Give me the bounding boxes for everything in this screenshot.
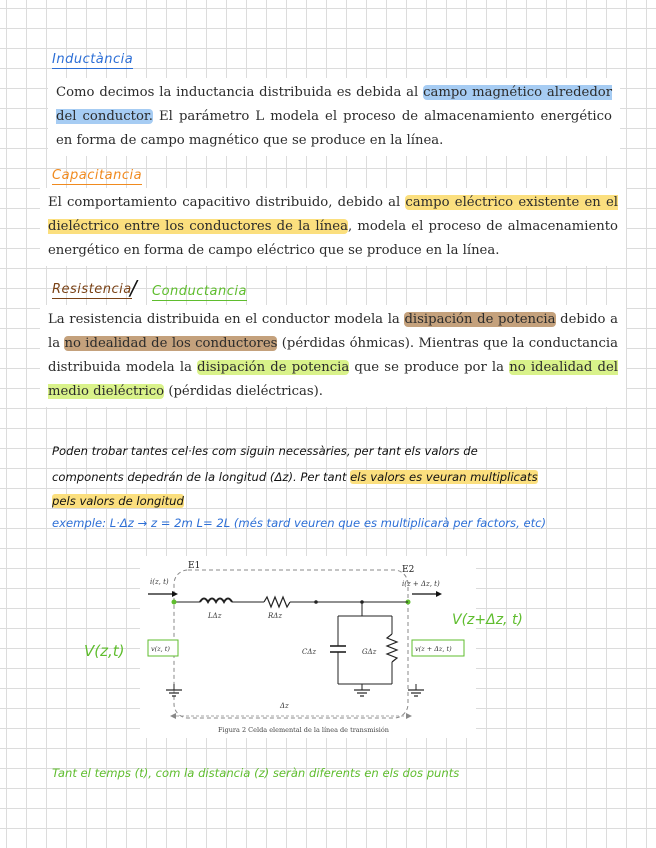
text-segment: (pérdidas óhmicas). Mientras que la conductancia distribuida modela la: [48, 336, 618, 375]
note-line-1: Poden trobar tantes cel·les com siguin necessàries, per tant els valors de: [52, 444, 478, 458]
figure-transmission-line-cell: [140, 556, 476, 738]
text-segment: Como decimos la inductancia distribuida es debida al: [56, 85, 424, 100]
text-segment: El comportamiento capacitivo distribuido, debido al: [48, 195, 406, 210]
ground-icon: [408, 684, 424, 696]
node-left: [172, 600, 177, 605]
arrowhead: [406, 713, 412, 719]
label-i-right: i(z + Δz, t): [402, 580, 440, 588]
highlight-blue: campo magnético alrededor del conductor.: [56, 85, 613, 124]
note-example: exemple: L·Δz → z = 2m L= 2L (més tard veuren que es multiplicarà per factors, etc): [52, 516, 547, 530]
paragraph-capacitancia: [40, 188, 626, 266]
inductor: [200, 599, 232, 603]
note-highlight-yellow: pels valors de longitud: [52, 494, 184, 508]
label-e2: E2: [402, 565, 415, 575]
ground-icon: [354, 690, 370, 696]
arrowhead: [436, 591, 442, 597]
text-segment: que se produce por la: [349, 360, 510, 375]
label-v-right: v(z + Δz, t): [415, 645, 452, 653]
label-i-left: i(z, t): [150, 578, 169, 586]
highlight-yellow: campo eléctrico existente en el dieléctrico entre los conductores de la línea: [48, 195, 618, 234]
section-title-resistencia: Resistencia: [52, 282, 132, 297]
ground-icon: [166, 684, 182, 696]
text-segment: debido a la: [48, 312, 619, 351]
highlight-brown: no idealidad de los conductores: [64, 336, 278, 351]
label-dz: Δz: [280, 702, 289, 710]
conductance-resistor: [387, 634, 397, 662]
arrowhead: [172, 591, 178, 597]
text-segment: El parámetro L modela el proceso de almacenamiento energético en forma de campo magnético que se produce en la línea.: [56, 109, 612, 148]
text-segment: , modela el proceso de almacenamiento energético en forma de campo eléctrico que se produce en la línea.: [48, 219, 618, 258]
highlight-green: disipación de potencia: [197, 360, 350, 375]
note-highlight-yellow: els valors es veuran multiplicats: [350, 470, 538, 484]
section-title-inductancia: Inductància: [52, 52, 134, 67]
label-capacitor: CΔz: [302, 648, 317, 656]
label-conductance: GΔz: [362, 648, 377, 656]
arrowhead: [170, 713, 176, 719]
label-e1: E1: [188, 561, 201, 571]
section-title-capacitancia: Capacitancia: [52, 168, 143, 183]
note-line-2: [52, 466, 538, 489]
label-v-left: v(z, t): [151, 645, 170, 653]
label-inductor: LΔz: [208, 612, 222, 620]
hand-annotation-v-left: V(z,t): [84, 642, 125, 660]
circuit-diagram: [140, 556, 476, 738]
hand-annotation-v-right: V(z+Δz, t): [452, 612, 523, 628]
paragraph-inductancia: [48, 78, 620, 156]
cell-boundary: [174, 570, 408, 718]
note-text: components depedrán de la longitud (Δz). Per tant: [52, 470, 351, 484]
text-segment: (pérdidas dieléctricas).: [164, 384, 323, 399]
figure-caption: Figura 2 Celda elemental de la línea de transmisión: [218, 726, 389, 734]
label-resistor: RΔz: [268, 612, 283, 620]
note-bottom: Tant el temps (t), com la distancia (z) seràn diferents en els dos punts: [52, 766, 460, 780]
node: [314, 600, 318, 604]
highlight-green: no idealidad del medio dieléctrico: [48, 360, 618, 399]
paragraph-resistencia: [40, 305, 626, 407]
title-separator: /: [130, 276, 137, 300]
note-line-3: [52, 490, 184, 513]
section-title-conductancia: Conductancia: [152, 284, 247, 299]
resistor: [264, 597, 290, 607]
highlight-brown: disipación de potencia: [404, 312, 556, 327]
text-segment: La resistencia distribuida en el conductor modela la: [48, 312, 405, 327]
